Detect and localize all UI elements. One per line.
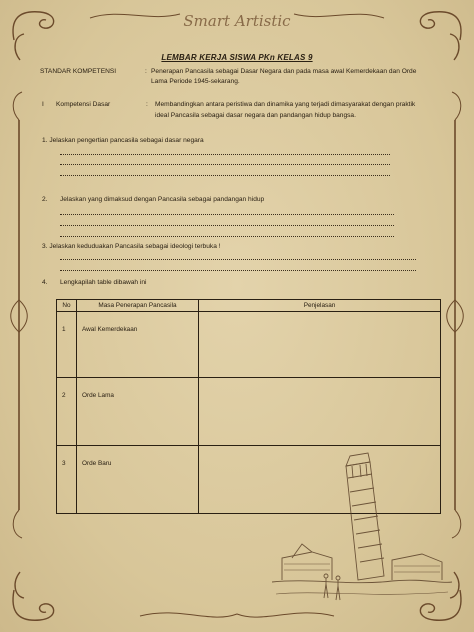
kompetensi-line-1: Membandingkan antara peristiwa dan dinamika yang terjadi dimasyarakat dengan praktik — [155, 101, 416, 108]
question-1: 1. Jelaskan pengertian pancasila sebagai dasar negara — [42, 137, 204, 144]
row-masa: Awal Kemerdekaan — [77, 312, 199, 378]
table-header-row — [57, 300, 441, 312]
question-3: 3. Jelaskan keduduakan Pancasila sebagai ideologi terbuka ! — [42, 243, 221, 250]
answer-line[interactable] — [60, 270, 416, 272]
standar-line-1: Penerapan Pancasila sebagai Dasar Negara dan pada masa awal Kemerdekaan dan Orde — [151, 68, 417, 75]
answer-line[interactable] — [60, 214, 394, 216]
answer-line[interactable] — [60, 236, 394, 238]
row-penjelasan-cell[interactable] — [199, 312, 441, 378]
answer-line[interactable] — [60, 175, 390, 177]
header-penjelasan: Penjelasan — [199, 300, 441, 312]
row-no: 2 — [57, 378, 77, 446]
kompetensi-num: I — [42, 101, 44, 108]
page-title: LEMBAR KERJA SISWA PKn KELAS 9 — [161, 53, 313, 62]
row-masa: Orde Lama — [77, 378, 199, 446]
table-row — [57, 378, 441, 446]
answer-line[interactable] — [60, 154, 390, 156]
header-no: No — [57, 300, 77, 312]
standar-sep: : — [145, 68, 147, 75]
leaning-tower-illustration — [272, 448, 452, 608]
row-penjelasan-cell[interactable] — [199, 378, 441, 446]
row-no: 1 — [57, 312, 77, 378]
table-row — [57, 312, 441, 378]
question-4: Lengkapilah table dibawah ini — [60, 279, 147, 286]
row-no: 3 — [57, 446, 77, 514]
question-4-num: 4. — [42, 279, 48, 286]
kompetensi-line-2: ideal Pancasila sebagai dasar negara dan pandangan hidup bangsa. — [155, 112, 356, 119]
corner-swirl-bl — [13, 590, 54, 620]
question-2: Jelaskan yang dimaksud dengan Pancasila sebagai pandangan hidup — [60, 196, 265, 203]
answer-line[interactable] — [60, 225, 394, 227]
header-masa: Masa Penerapan Pancasila — [77, 300, 199, 312]
answer-line[interactable] — [60, 164, 390, 166]
standar-label: STANDAR KOMPETENSI — [40, 68, 117, 75]
question-2-num: 2. — [42, 196, 48, 203]
standar-line-2: Lama Periode 1945-sekarang. — [151, 78, 240, 85]
answer-line[interactable] — [60, 259, 416, 261]
kompetensi-sep: : — [146, 101, 148, 108]
row-masa: Orde Baru — [77, 446, 199, 514]
kompetensi-label: Kompetensi Dasar — [56, 101, 111, 108]
script-header: Smart Artistic — [183, 12, 291, 30]
